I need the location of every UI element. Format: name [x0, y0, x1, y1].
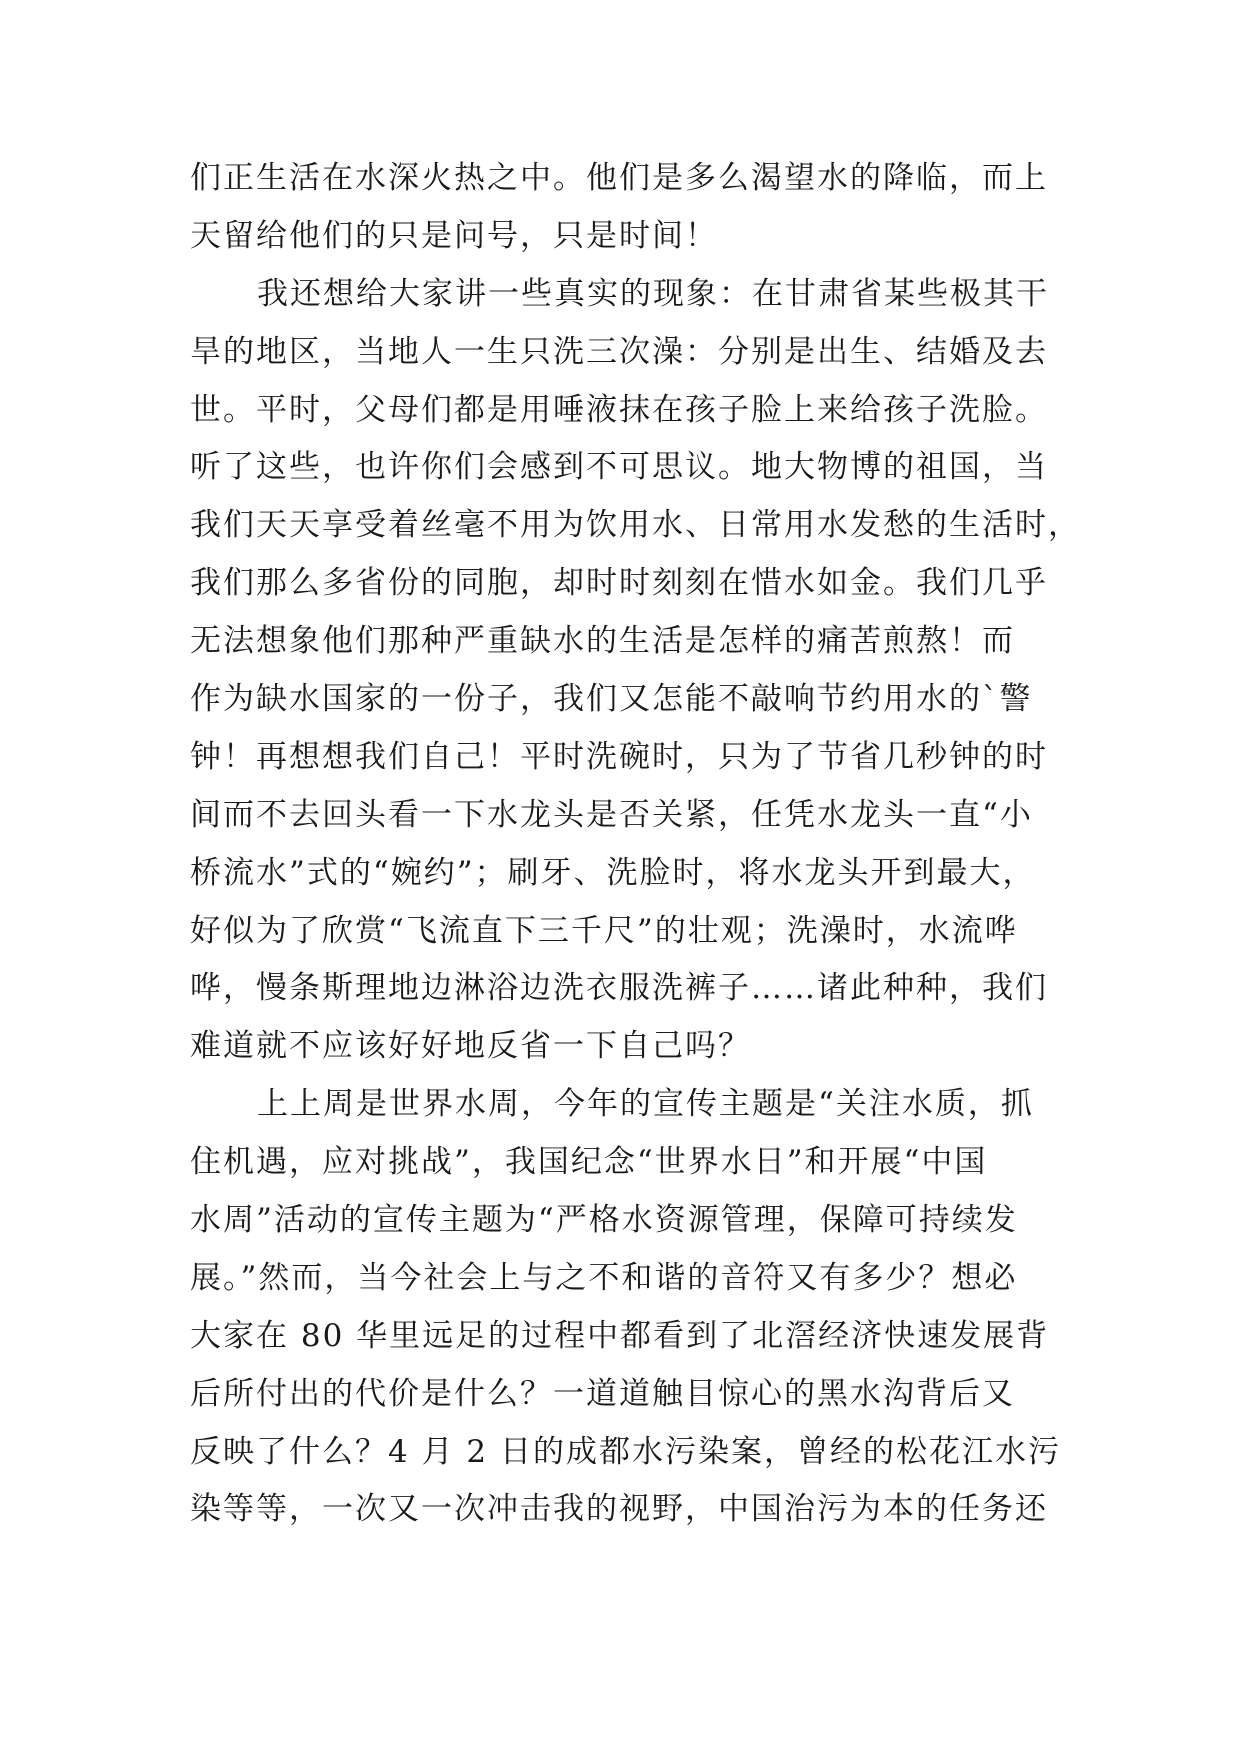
text-line: 后所付出的代价是什么？一道道触目惊心的黑水沟背后又	[190, 1375, 1015, 1412]
text-line: 染等等，一次又一次冲击我的视野，中国治污为本的任务还	[190, 1491, 1048, 1528]
text-line: 旱的地区，当地人一生只洗三次澡：分别是出生、结婚及去	[190, 333, 1048, 370]
text-line: 我们那么多省份的同胞，却时时刻刻在惜水如金。我们几乎	[190, 565, 1048, 602]
text-line: 们正生活在水深火热之中。他们是多么渴望水的降临，而上	[190, 160, 1048, 196]
text-line: 展。”然而，当今社会上与之不和谐的音符又有多少？想必	[190, 1259, 1018, 1296]
text-line: 间而不去回头看一下水龙头是否关紧，任凭水龙头一直“小	[190, 796, 1033, 833]
text-line: 水周”活动的宣传主题为“严格水资源管理，保障可持续发	[190, 1202, 1018, 1239]
text-line: 大家在 80 华里远足的过程中都看到了北滘经济快速发展背	[190, 1317, 1050, 1354]
text-line: 世。平时，父母们都是用唾液抹在孩子脸上来给孩子洗脸。	[190, 391, 1048, 428]
text-line: 听了这些，也许你们会感到不可思议。地大物博的祖国，当	[190, 449, 1048, 486]
text-line: 无法想象他们那种严重缺水的生活是怎样的痛苦煎熬！而	[190, 623, 1015, 660]
text-line: 反映了什么？4 月 2 日的成都水污染案，曾经的松花江水污	[190, 1433, 1062, 1470]
text-line: 桥流水”式的“婉约”；刷牙、洗脸时，将水龙头开到最大，	[190, 854, 1036, 891]
text-line: 我们天天享受着丝毫不用为饮用水、日常用水发愁的生活时，	[190, 507, 1081, 544]
text-line: 哗，慢条斯理地边淋浴边洗衣服洗裤子……诸此种种，我们	[190, 970, 1048, 1007]
text-line: 作为缺水国家的一份子，我们又怎能不敲响节约用水的`警	[190, 681, 1033, 718]
text-line: 难道就不应该好好地反省一下自己吗？	[190, 1028, 751, 1065]
text-line: 好似为了欣赏“飞流直下三千尺”的壮观；洗澡时，水流哗	[190, 912, 1018, 949]
text-line: 天留给他们的只是问号，只是时间！	[190, 217, 718, 254]
text-line: 上上周是世界水周，今年的宣传主题是“关注水质，抓	[257, 1086, 1034, 1123]
text-line: 住机遇，应对挑战”，我国纪念“世界水日”和开展“中国	[190, 1144, 988, 1181]
body-text	[190, 150, 1090, 1539]
text-line: 钟！再想想我们自己！平时洗碗时，只为了节省几秒钟的时	[190, 738, 1048, 775]
text-line: 我还想给大家讲一些真实的现象：在甘肃省某些极其干	[257, 275, 1049, 312]
